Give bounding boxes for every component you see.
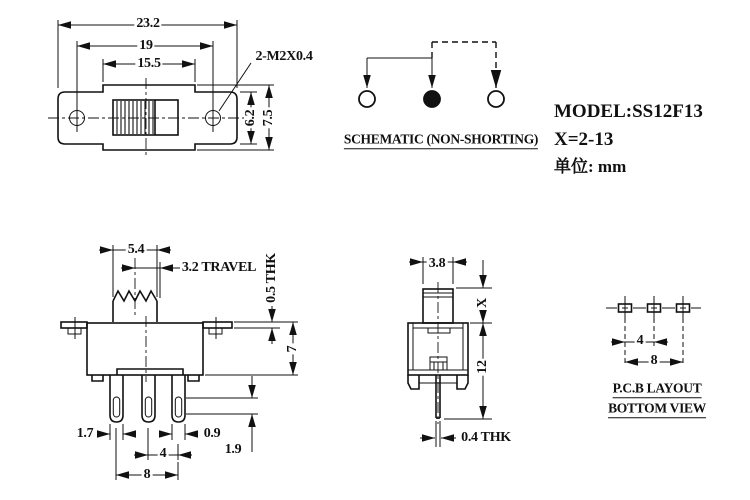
dim-plate-thickness: 0.5 THK [264, 253, 279, 303]
schematic-caption: SCHEMATIC (NON-SHORTING) [344, 131, 538, 149]
dim-actuator-height: X [475, 298, 490, 308]
side-view [61, 242, 298, 480]
dim-slot-height: 6.2 [243, 109, 258, 127]
pcb-caption-line2: BOTTOM VIEW [608, 400, 706, 418]
model-number: MODEL:SS12F13 [554, 101, 703, 122]
dim-hole-spacing: 19 [139, 38, 153, 53]
dim-actuator-width: 3.8 [428, 256, 446, 271]
dim-pin-thickness: 0.4 THK [461, 430, 511, 445]
section-view [408, 257, 492, 447]
dim-travel: 3.2 TRAVEL [181, 260, 257, 275]
units-label: 单位: mm [554, 157, 627, 176]
front-view [48, 20, 274, 158]
dim-pad-pitch: 4 [636, 333, 644, 348]
dim-body-height-front: 7.5 [261, 109, 276, 127]
dim-pin-tip-width: 0.9 [203, 426, 221, 441]
dim-section-height: 12 [475, 360, 490, 374]
dim-pad-span: 8 [650, 353, 658, 368]
dim-pin-span: 8 [143, 467, 151, 482]
thread-callout: 2-M2X0.4 [255, 49, 313, 64]
x-spec: X=2-13 [554, 129, 614, 150]
dim-pin-pitch: 4 [159, 446, 167, 461]
dim-side-body-height: 7 [285, 345, 300, 353]
schematic-symbol [359, 42, 504, 107]
dim-inner-width: 15.5 [137, 56, 161, 71]
dim-hole-length: 1.9 [224, 442, 242, 457]
dim-knob-width: 5.4 [127, 242, 145, 257]
dim-overall-width: 23.2 [136, 16, 160, 31]
pcb-caption-line1: P.C.B LAYOUT [613, 380, 702, 398]
dim-pin-width: 1.7 [76, 426, 94, 441]
